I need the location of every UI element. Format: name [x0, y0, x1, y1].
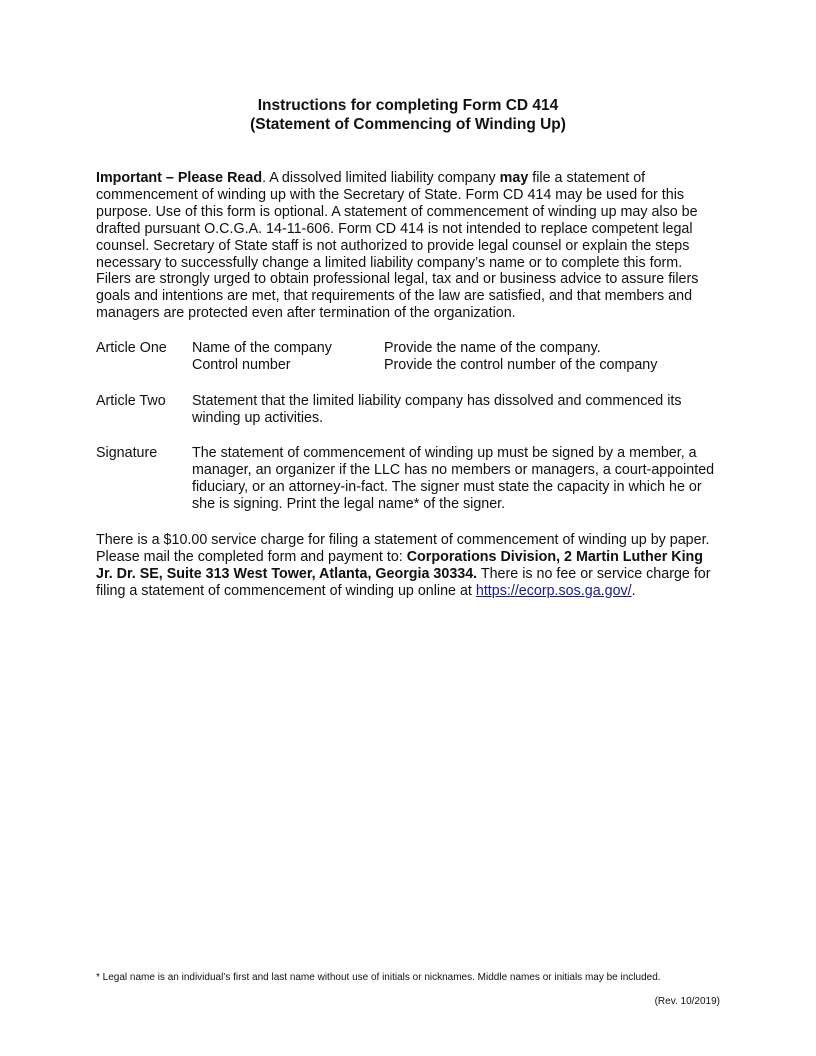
field-description: Provide the control number of the company: [384, 356, 658, 373]
fee-text-2: There is no fee or service charge for filing a statement of commencement of winding up online at: [96, 565, 711, 599]
title-line-1: Instructions for completing Form CD 414: [257, 97, 559, 114]
fee-text-3: .: [631, 582, 636, 599]
article-two-section: [96, 393, 718, 427]
important-lead: Important – Please Read: [96, 170, 263, 186]
intro-paragraph: [96, 170, 718, 322]
page-title: [0, 96, 816, 134]
mailing-address: Corporations Division, 2 Martin Luther King Jr. Dr. SE, Suite 313 West Tower, Atlanta, Georgia 30334.: [96, 548, 704, 582]
fee-text-1: There is a $10.00 service charge for filing a statement of commencement of winding up by paper. Please mail the completed form and payment to:: [96, 532, 710, 565]
signature-section: [96, 445, 718, 513]
article-one-label: Article One: [96, 340, 167, 356]
signature-text: The statement of commencement of winding up must be signed by a member, a manager, an organizer if the LLC has no members or managers, a court-appointed fiduciary, or an attorney-in-fact. The signer must state the capacity in which he or she is signing. Print the legal name* of the signer.: [192, 445, 715, 512]
legal-name-footnote: * Legal name is an individual’s first and last name without use of initials or nicknames. Middle names or initials may be included.: [96, 972, 661, 983]
field-row-control-number: [192, 357, 718, 374]
field-name: Name of the company: [192, 340, 332, 356]
intro-may: may: [499, 170, 529, 186]
article-two-text: Statement that the limited liability company has dissolved and commenced its winding up activities.: [192, 393, 682, 426]
title-line-2: (Statement of Commencing of Winding Up): [250, 116, 566, 133]
article-two-label: Article Two: [96, 393, 166, 409]
field-row-company-name: [192, 340, 718, 357]
article-one-section: [96, 340, 718, 374]
ecorp-link[interactable]: https://ecorp.sos.ga.gov/: [475, 582, 632, 599]
signature-label: Signature: [96, 445, 158, 461]
intro-text-2: file a statement of commencement of winding up with the Secretary of State. Form CD 414 may be used for this purpose. Use of this form is optional. A statement of commencement of winding up may also be drafted pursuant O.C.G.A. 14-11-606. Form CD 414 is not intended to replace competent legal counsel. Secretary of State staff is not authorized to provide legal counsel or explain the steps necessary to successfully change a limited liability company’s name or to complete this form. Filers are strongly urged to obtain professional legal, tax and or business advice to assure filers goals and intentions are met, that requirements of the law are satisfied, and that members and managers are protected even after termination of the organization.: [96, 170, 699, 322]
intro-text-1: . A dissolved limited liability company: [262, 170, 500, 186]
revision-date: (Rev. 10/2019): [654, 996, 720, 1007]
field-description: Provide the name of the company.: [384, 340, 601, 356]
fee-paragraph: [96, 532, 718, 600]
field-name: Control number: [192, 356, 291, 373]
